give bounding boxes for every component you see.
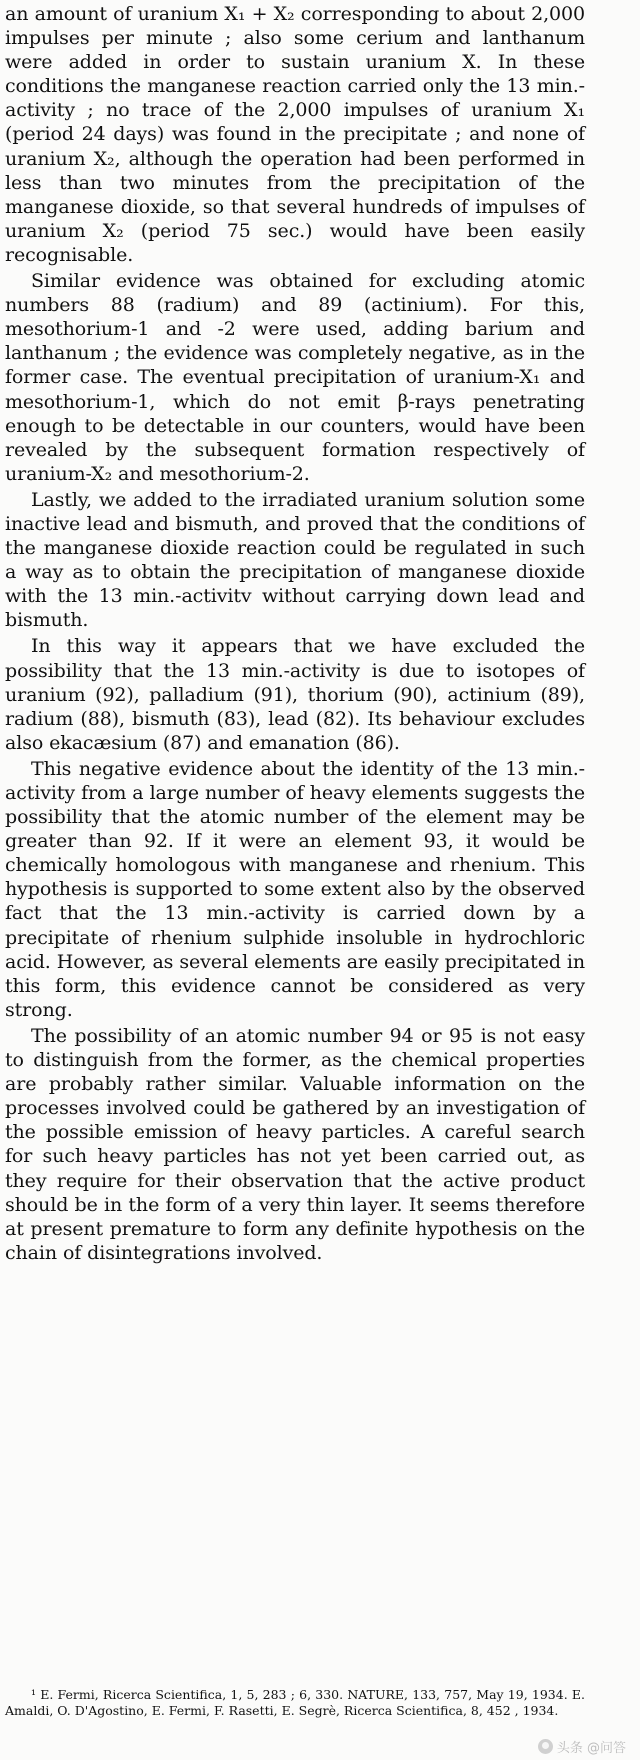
footnote: ¹ E. Fermi, Ricerca Scientifica, 1, 5, 283 ; 6, 330. NATURE, 133, 757, May 19, 1934. E. Amaldi, O. D'Agostino, E. Fermi, F. Rasetti, E. Segrè, Ricerca Scientifica, 8, 452 , 1934. xyxy=(5,1687,585,1718)
watermark-logo-icon xyxy=(538,1739,553,1754)
watermark xyxy=(538,1737,626,1756)
paragraph-5: This negative evidence about the identity of the 13 min.-activity from a large number of heavy elements suggests the possibility that the atomic number of the element may be greater than 92. If it were an element 93, it would be chemically homologous with manganese and rhenium. This hypothesis is supported to some extent also by the observed fact that the 13 min.-activity is carried down by a precipitate of rhenium sulphide insoluble in hydrochloric acid. However, as several elements are easily precipitated in this form, this evidence cannot be considered as very strong. xyxy=(5,757,585,1021)
paragraph-3: Lastly, we added to the irradiated uranium solution some inactive lead and bismuth, and proved that the conditions of the manganese dioxide reaction could be regulated in such a way as to obtain the precipitation of manganese dioxide with the 13 min.-activitv without carrying down lead and bismuth. xyxy=(5,488,585,632)
paragraph-4: In this way it appears that we have excluded the possibility that the 13 min.-activity is due to isotopes of uranium (92), palladium (91), thorium (90), actinium (89), radium (88), bismuth (83), lead (82). Its behaviour excludes also ekacæsium (87) and emanation (86). xyxy=(5,635,585,754)
paragraph-1: an amount of uranium X₁ + X₂ corresponding to about 2,000 impulses per minute ; also some cerium and lanthanum were added in order to sustain uranium X. In these conditions the manganese reaction carried only the 13 min.-activity ; no trace of the 2,000 impulses of uranium X₁ (period 24 days) was found in the precipitate ; and none of uranium X₂, although the operation had been performed in less than two minutes from the precipitation of the manganese dioxide, so that several hundreds of impulses of uranium X₂ (period 75 sec.) would have been easily recognisable. xyxy=(5,3,585,266)
article-body xyxy=(5,2,585,1265)
paragraph-2: Similar evidence was obtained for excluding atomic numbers 88 (radium) and 89 (actinium). For this, mesothorium-1 and -2 were used, adding barium and lanthanum ; the evidence was completely negative, as in the former case. The eventual precipitation of uranium-X₁ and mesothorium-1, which do not emit β-rays penetrating enough to be detectable in our counters, would have been revealed by the subsequent formation respectively of uranium-X₂ and mesothorium-2. xyxy=(5,270,585,485)
paragraph-6: The possibility of an atomic number 94 or 95 is not easy to distinguish from the former, as the chemical properties are probably rather similar. Valuable information on the processes involved could be gathered by an investigation of the possible emission of heavy particles. A careful search for such heavy particles has not yet been carried out, as they require for their observation that the active product should be in the form of a very thin layer. It seems therefore at present premature to form any definite hypothesis on the chain of disintegrations involved. xyxy=(5,1024,585,1264)
watermark-text: 头条 @问答 xyxy=(556,1741,626,1756)
